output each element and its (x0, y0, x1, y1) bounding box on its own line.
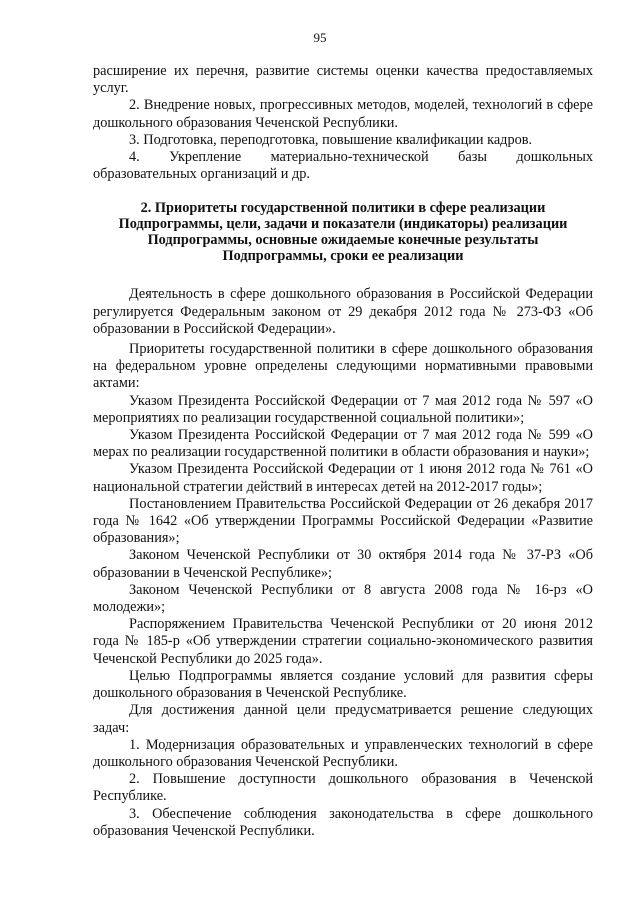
paragraph: Целью Подпрограммы является создание условий для развития сферы дошкольного образования в Чеченской Республике. (93, 667, 593, 702)
heading-line: Подпрограммы, сроки ее реализации (222, 248, 464, 265)
paragraph: 2. Повышение доступности дошкольного образования в Чеченской Республике. (93, 771, 593, 805)
paragraph: 3. Подготовка, переподготовка, повышение квалификации кадров. (129, 131, 533, 148)
paragraph: 1. Модернизация образовательных и управленческих технологий в сфере дошкольного образования Чеченской Республики. (93, 736, 593, 770)
paragraph: Указом Президента Российской Федерации от 7 мая 2012 года № 599 «О мерах по реализации государственной политики в области образования и науки»; (93, 427, 593, 461)
paragraph: Законом Чеченской Республики от 8 августа 2008 года № 16-рз «О молодежи»; (93, 581, 593, 616)
heading-line: 2. Приоритеты государственной политики в сфере реализации (140, 200, 546, 217)
paragraph: Приоритеты государственной политики в сфере дошкольного образования на федеральном уровне определены следующими нормативными правовыми актами: (93, 341, 593, 392)
paragraph: Указом Президента Российской Федерации от 1 июня 2012 года № 761 «О национальной стратегии действий в интересах детей на 2012-2017 годы»; (93, 461, 593, 495)
paragraph: расширение их перечня, развитие системы оценки качества предоставляемых услуг. (93, 63, 593, 97)
paragraph: Постановлением Правительства Российской Федерации от 26 декабря 2017 года № 1642 «Об утверждении Программы Российской Федерации «Развитие образования»; (93, 495, 593, 547)
heading-line: Подпрограммы, цели, задачи и показатели (индикаторы) реализации (118, 216, 568, 233)
page-number: 95 (313, 30, 327, 45)
section-heading (93, 200, 593, 264)
paragraph: Для достижения данной цели предусматривается решение следующих задач: (93, 702, 593, 736)
paragraph: 3. Обеспечение соблюдения законодательства в сфере дошкольного образования Чеченской Республики. (93, 805, 593, 839)
document-body (93, 63, 593, 840)
heading-line: Подпрограммы, основные ожидаемые конечные результаты (147, 232, 539, 249)
paragraph: 2. Внедрение новых, прогрессивных методов, моделей, технологий в сфере дошкольного образования Чеченской Республики. (93, 97, 593, 131)
paragraph: Распоряжением Правительства Чеченской Республики от 20 июня 2012 года № 185-р «Об утверждении стратегии социально-экономического развития Чеченской Республики до 2025 года». (93, 616, 593, 667)
paragraph: Деятельность в сфере дошкольного образования в Российской Федерации регулируется Федеральным законом от 29 декабря 2012 года № 273-ФЗ «Об образовании в Российской Федерации». (93, 286, 593, 337)
paragraph: 4. Укрепление материально-технической базы дошкольных образовательных организаций и др. (93, 149, 593, 183)
paragraph: Законом Чеченской Республики от 30 октября 2014 года № 37-РЗ «Об образовании в Чеченской Республике»; (93, 547, 593, 581)
paragraph: Указом Президента Российской Федерации от 7 мая 2012 года № 597 «О мероприятиях по реализации государственной социальной политики»; (93, 392, 593, 426)
